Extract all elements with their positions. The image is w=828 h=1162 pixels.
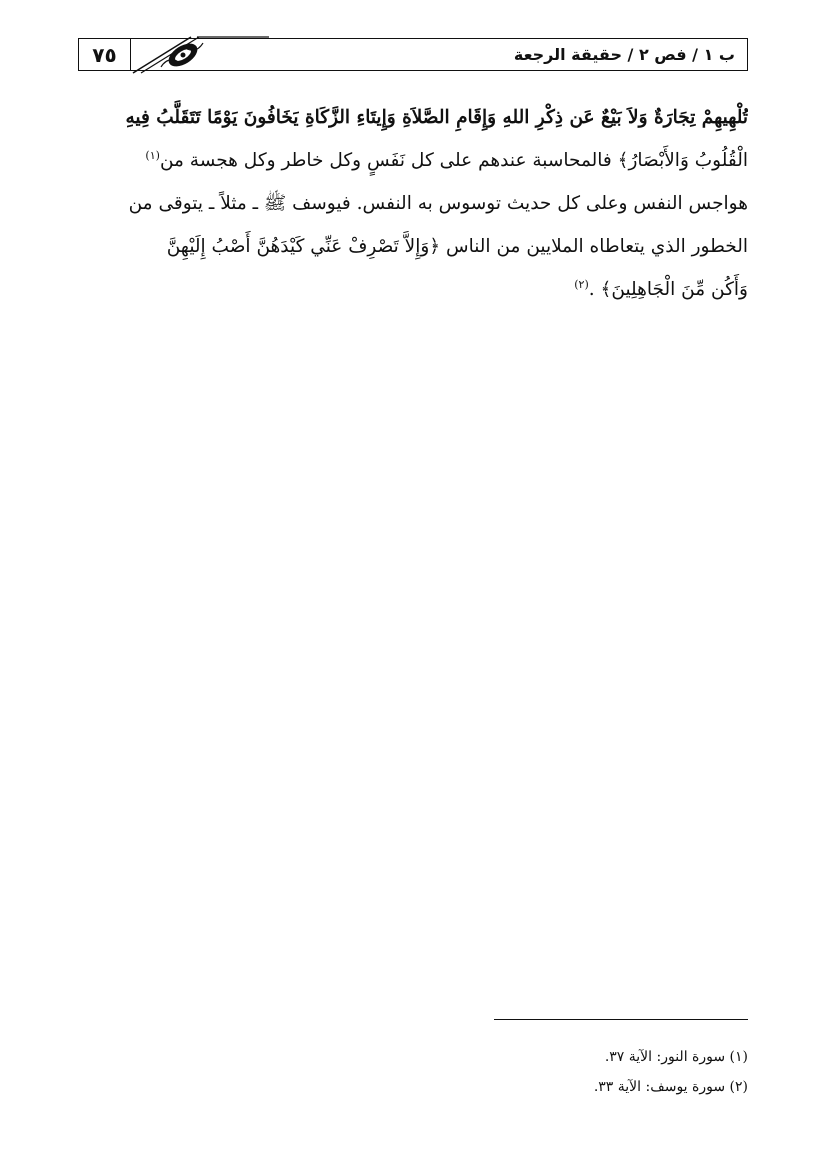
running-title: ب ١ / فص ٢ / حقيقة الرجعة [513,45,735,64]
text-line-4: الخطور الذي يتعاطاه الملايين من الناس ﴿وَإِلاَّ تَصْرِفْ عَنِّي كَيْدَهُنَّ أَصْبُ إِلَيْهِنَّ [166,236,748,257]
running-header [78,38,748,71]
text-line-3: هواجس النفس وعلى كل حديث توسوس به النفس. فيوسف ﷺ ـ مثلاً ـ يتوقى من [128,193,748,214]
footnote-ref-2: (٢) [574,277,589,291]
page-number: ٧٥ [79,39,131,70]
text-line-5: وَأَكُن مِّنَ الْجَاهِلِينَ﴾ .$^{(٢)}$ [574,277,748,300]
footnote-2: (٢) سورة يوسف: الآية ٣٣. [593,1079,748,1095]
footnotes [348,1042,748,1102]
main-text [78,96,748,311]
footnote-1: (١) سورة النور: الآية ٣٧. [604,1049,748,1065]
footnote-ref-1: (١) [145,148,160,162]
footnote-divider [494,1019,748,1020]
text-line-1: تُلْهِيهِمْ تِجَارَةٌ وَلاَ بَيْعٌ عَن ذِكْرِ اللهِ وَإِقَامِ الصَّلاَةِ وَإِيتَاءِ الزَّكَاةِ يَخَافُونَ يَوْمًا تَتَقَلَّبُ فِيهِ [125,107,748,128]
text-line-2: الْقُلُوبُ وَالأَبْصَارُ﴾ فالمحاسبة عندهم على كل نَفَسٍ وكل خاطر وكل هجسة من$^{(١)}$ [145,148,748,171]
floral-ornament-icon [131,33,271,77]
